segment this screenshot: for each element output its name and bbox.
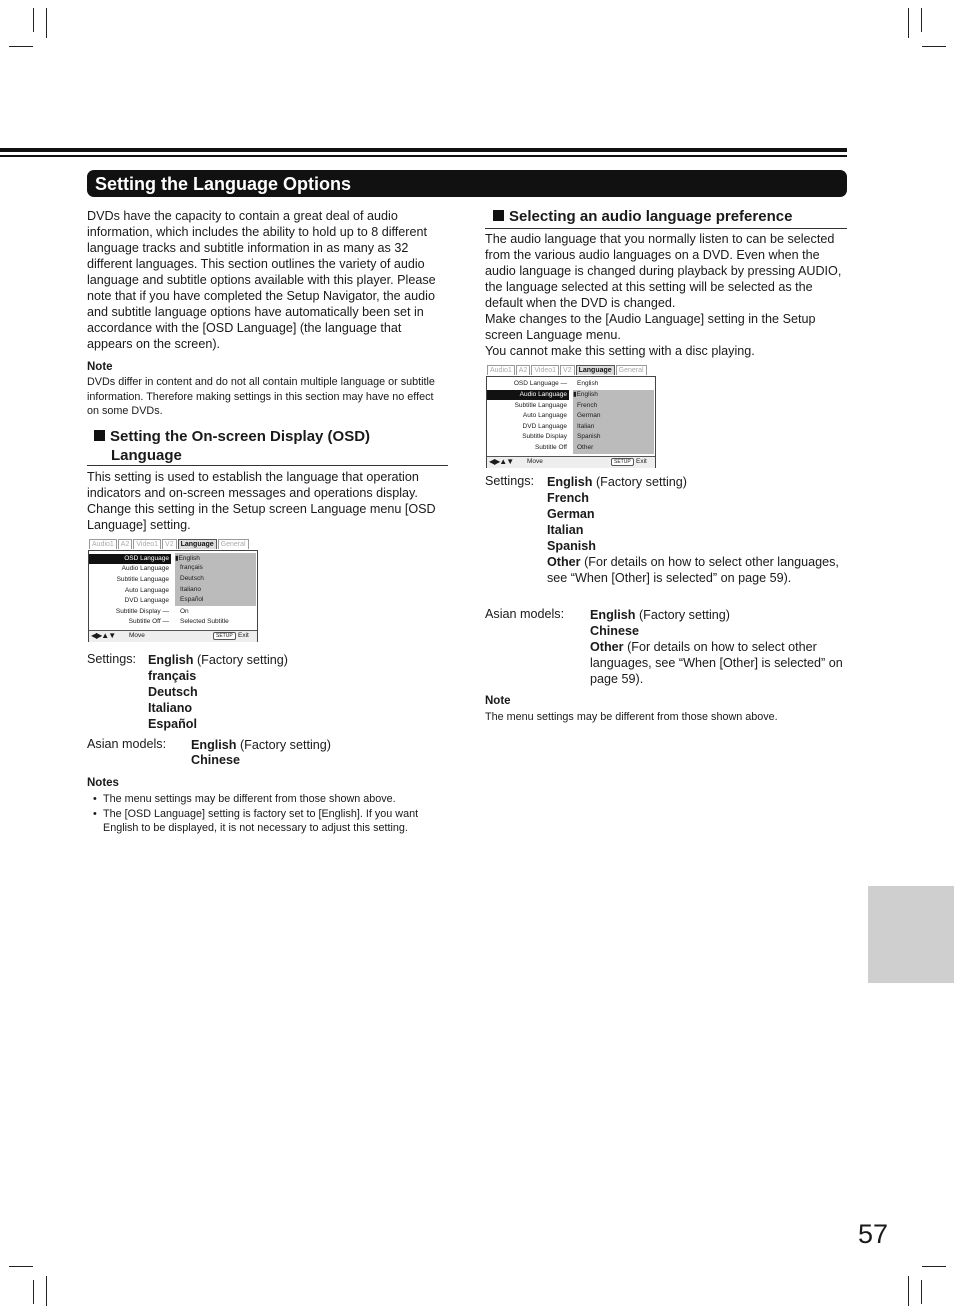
menu-row-subtitle-display: Subtitle Display: [522, 433, 567, 440]
asian-setting-option: Chinese: [590, 624, 639, 638]
menu-row-auto-language: Auto Language: [124, 587, 169, 594]
osd-description: This setting is used to establish the language that operation indicators and on-screen messages and operations display. Change this setting in the Setup screen Language menu [OSD Language] setting.: [87, 470, 436, 532]
option-german: German: [577, 412, 601, 419]
setting-option: Spanish: [547, 539, 596, 553]
option-francais: français: [180, 564, 203, 571]
menu-row-osd-language: OSD Language: [89, 554, 171, 564]
setting-option: Italiano: [148, 701, 193, 715]
setup-button-icon: SETUP: [213, 632, 236, 640]
menu-tabs: [89, 539, 250, 549]
option-italian: Italian: [577, 423, 595, 430]
setting-option: Italian: [547, 523, 584, 537]
notes-list: [87, 792, 432, 836]
chapter-thumb-tab: [868, 886, 954, 983]
audio-restriction: You cannot make this setting with a disc playing.: [485, 344, 755, 358]
osd-language-value: English: [577, 380, 599, 387]
option-other: Other: [577, 444, 594, 451]
subtitle-display-value: On: [180, 608, 189, 615]
asian-models-label: Asian models:: [87, 737, 167, 751]
menu-row-auto-language: Auto Language: [522, 412, 567, 419]
option-deutsch: Deutsch: [180, 575, 204, 582]
arrow-keys-icon: ◀▶▲▼: [489, 457, 514, 466]
asian-setting-option: English (Factory setting): [590, 608, 730, 622]
settings-label: Settings:: [87, 652, 137, 666]
osd-section-heading: Setting the On-screen Display (OSD) Language: [94, 427, 449, 465]
note-text: The menu settings may be different from those shown above.: [485, 711, 778, 723]
note-heading: Note: [87, 361, 113, 373]
setup-button-icon: SETUP: [611, 458, 634, 466]
note-text: DVDs differ in content and do not all contain multiple language or subtitle information. Therefore making settings in this section may have no effect on some DVDs.: [87, 376, 435, 417]
list-item: • The menu settings may be different from those shown above.: [87, 792, 432, 807]
audio-instruction: Make changes to the [Audio Language] setting in the Setup screen Language menu.: [485, 312, 816, 342]
tab-general: General: [616, 365, 647, 375]
tab-video1: Video1: [531, 365, 559, 375]
setting-option: français: [148, 669, 197, 683]
subtitle-off-value: Selected Subtitle: [180, 618, 229, 625]
asian-setting-option-other: Other (For details on how to select other languages, see “When [Other] is selected” on page 59).: [590, 640, 843, 686]
intro-paragraph: DVDs have the capacity to contain a great deal of audio information, which includes the ability to hold up to 8 different language tracks and subtitle information in as many as 32 different languages. This section outlines the variety of audio language and subtitle options available with this player. Please note that if you have completed the Setup Navigator, the audio and subtitle language options have automatically been set in accordance with the [OSD Language] (the language that appears on the screen).: [87, 209, 436, 351]
note-heading: Note: [485, 695, 511, 707]
tab-language: Language: [576, 365, 615, 375]
audio-language-menu-screenshot: [486, 367, 656, 468]
setting-option: English (Factory setting): [547, 475, 687, 489]
tab-audio1: Audio1: [487, 365, 515, 375]
footer-move: Move: [527, 458, 543, 465]
tab-general: General: [218, 539, 249, 549]
option-english: ▮English: [573, 391, 598, 398]
menu-footer: [89, 630, 257, 642]
menu-row-subtitle-off: Subtitle Off: [534, 444, 567, 451]
option-french: French: [577, 402, 598, 409]
menu-row-audio-language: Audio Language: [121, 565, 169, 572]
audio-description: The audio language that you normally listen to can be selected from the various audio languages on a DVD. Even when the audio language is changed during playback by pressing AUDIO, the language selected at this setting will be selected as the default when the DVD is changed.: [485, 232, 842, 310]
menu-row-subtitle-off: Subtitle Off —: [128, 618, 169, 625]
section-banner: [87, 170, 847, 197]
setting-option: Deutsch: [148, 685, 198, 699]
tab-language: Language: [178, 539, 217, 549]
tab-a2: A2: [118, 539, 133, 549]
setting-option: French: [547, 491, 589, 505]
tab-audio1: Audio1: [89, 539, 117, 549]
list-item: • The [OSD Language] setting is factory set to [English]. If you want English to be displayed, it is not necessary to adjust this setting.: [87, 807, 432, 836]
osd-language-menu-screenshot: [88, 541, 258, 642]
page-number: 57: [858, 1219, 889, 1249]
menu-row-audio-language: Audio Language: [487, 390, 569, 400]
menu-row-dvd-language: DVD Language: [124, 597, 169, 604]
header-rule-thin: [0, 155, 847, 157]
option-english: ▮English: [175, 555, 200, 562]
footer-exit: Exit: [636, 458, 647, 465]
arrow-keys-icon: ◀▶▲▼: [91, 631, 116, 640]
menu-row-subtitle-language: Subtitle Language: [116, 576, 169, 583]
footer-exit: Exit: [238, 632, 249, 639]
menu-row-osd-language: OSD Language —: [513, 380, 567, 387]
menu-tabs: [487, 365, 648, 375]
asian-setting-option: Chinese: [191, 753, 240, 767]
page-title: Setting the Language Options: [95, 174, 351, 194]
setting-option: English (Factory setting): [148, 653, 288, 667]
tab-v2: V2: [162, 539, 177, 549]
square-bullet-icon: [493, 210, 504, 221]
tab-video1: Video1: [133, 539, 161, 549]
footer-move: Move: [129, 632, 145, 639]
tab-v2: V2: [560, 365, 575, 375]
settings-label: Settings:: [485, 474, 535, 488]
option-espanol: Español: [180, 596, 204, 603]
menu-row-dvd-language: DVD Language: [522, 423, 567, 430]
menu-row-subtitle-language: Subtitle Language: [514, 402, 567, 409]
menu-footer: [487, 456, 655, 468]
audio-section-heading: Selecting an audio language preference: [493, 207, 847, 226]
square-bullet-icon: [94, 430, 105, 441]
setting-option-other: Other (For details on how to select other languages, see “When [Other] is selected” on page 59).: [547, 555, 839, 585]
option-italiano: Italiano: [180, 586, 201, 593]
option-spanish: Spanish: [577, 433, 601, 440]
notes-heading: Notes: [87, 777, 119, 789]
setting-option: German: [547, 507, 595, 521]
section-divider: [485, 228, 847, 229]
asian-models-label: Asian models:: [485, 607, 565, 621]
menu-row-subtitle-display: Subtitle Display —: [115, 608, 169, 615]
tab-a2: A2: [516, 365, 531, 375]
header-rule-thick: [0, 148, 847, 152]
asian-setting-option: English (Factory setting): [191, 738, 331, 752]
setting-option: Español: [148, 717, 197, 731]
section-divider: [87, 465, 448, 466]
